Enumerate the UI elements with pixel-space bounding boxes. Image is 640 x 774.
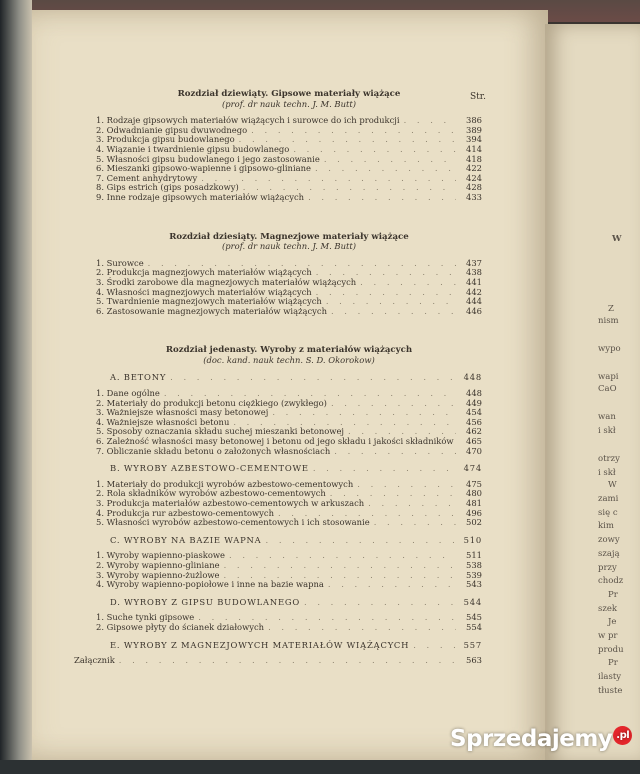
right-page-fragment: szek: [598, 604, 618, 614]
dot-leader: [268, 623, 456, 633]
right-page-fragment: Pr: [608, 658, 618, 668]
entry-page: 437: [466, 257, 482, 268]
entry-page: 511: [466, 550, 482, 561]
dot-leader: [272, 408, 456, 418]
entry-label: 4. Produkcja rur azbestowo-cementowych: [96, 507, 274, 518]
entry-page: 449: [466, 397, 482, 408]
entry-label: 4. Własności magnezjowych materiałów wiążących: [96, 286, 312, 297]
section-page: 557: [463, 639, 482, 650]
section-page: 448: [463, 372, 482, 383]
entry-label: 2. Wyroby wapienno-gliniane: [96, 559, 220, 570]
entry-page: 446: [466, 305, 482, 316]
entry-page: 386: [466, 115, 482, 126]
dot-leader: [413, 641, 456, 651]
section-heading: [110, 373, 482, 383]
entry-page: 554: [466, 621, 482, 632]
section-label: D. WYROBY Z GIPSU BUDOWLANEGO: [110, 596, 301, 607]
dot-leader: [308, 193, 456, 203]
bottom-edge: [0, 760, 640, 774]
watermark-logo: [450, 726, 632, 752]
chapter-author: (prof. dr nauk techn. J. M. Butt): [222, 98, 356, 109]
entry-page: 444: [466, 296, 482, 307]
dot-leader: [170, 373, 456, 383]
entry-page: 538: [466, 559, 482, 570]
chapter-author: (prof. dr nauk techn. J. M. Butt): [222, 241, 356, 252]
dot-leader: [229, 551, 456, 561]
entry-page: 475: [466, 478, 482, 489]
table-of-contents: [74, 89, 482, 666]
entry-label: 1. Materiały do produkcji wyrobów azbestowo-cementowych: [96, 478, 354, 489]
dot-leader: [304, 598, 456, 608]
entry-label: 8. Gips estrich (gips posadzkowy): [96, 182, 239, 193]
right-page: [545, 24, 640, 764]
right-page-fragment: otrzy: [598, 454, 620, 464]
section-label: B. WYROBY AZBESTOWO-CEMENTOWE: [110, 463, 309, 474]
right-page-fragment: tłuste: [598, 686, 623, 696]
right-page-fragment: wapi: [598, 372, 619, 382]
dot-leader: [266, 536, 456, 546]
entry-page: 389: [466, 124, 482, 135]
dot-leader: [313, 464, 456, 474]
entry-label: 3. Środki zarobowe dla magnezjowych materiałów wiążących: [96, 276, 357, 287]
chapter-title: Rozdział dziewiąty. Gipsowe materiały wiążące: [177, 89, 401, 99]
entry-page: 470: [466, 445, 482, 456]
toc-entry: [96, 518, 482, 528]
dot-leader: [357, 480, 456, 490]
right-page-fragment: Pr: [608, 590, 618, 600]
entry-label: 6. Zastosowanie magnezjowych materiałów wiążących: [96, 305, 327, 316]
entry-label: 7. Obliczanie składu betonu o założonych własnościach: [96, 445, 331, 456]
entry-page: 414: [466, 143, 482, 154]
right-page-fragment: i skł: [598, 468, 616, 478]
section-page: 474: [463, 463, 482, 474]
right-page-fragment: w pr: [598, 631, 618, 641]
entry-label: 1. Suche tynki gipsowe: [96, 612, 195, 623]
entry-label: 2. Gipsowe płyty do ścianek działowych: [96, 621, 265, 632]
chapter-title: Rozdział dziesiąty. Magnezjowe materiały wiążące: [169, 231, 409, 242]
right-page-fragment: i skł: [598, 426, 616, 436]
section-label: C. WYROBY NA BAZIE WAPNA: [110, 534, 262, 545]
dot-leader: [374, 518, 456, 528]
entry-page: 502: [466, 517, 482, 528]
section-heading: [110, 641, 482, 651]
entry-label: 5. Własności gipsu budowlanego i jego zastosowanie: [96, 153, 320, 164]
right-page-fragment: wan: [598, 412, 616, 422]
right-page-fragment: nism: [598, 316, 619, 326]
entry-label: 3. Ważniejsze własności masy betonowej: [96, 407, 269, 418]
entry-page: 462: [466, 426, 482, 437]
right-page-fragment: wypo: [598, 344, 621, 354]
dot-leader: [328, 580, 456, 590]
dot-leader: [326, 297, 456, 307]
entry-label: 2. Odwadnianie gipsu dwuwodnego: [96, 124, 248, 135]
entry-page: 422: [466, 163, 482, 174]
entry-page: 442: [466, 286, 482, 297]
entry-label: 2. Materiały do produkcji betonu ciężkiego (zwykłego): [96, 397, 327, 408]
entry-label: 7. Cement anhydrytowy: [96, 172, 198, 183]
right-page-fragment: szają: [598, 549, 620, 559]
dot-leader: [316, 288, 456, 298]
toc-entry: [96, 307, 482, 317]
right-page-fragment: kim: [598, 521, 614, 531]
section-heading: [110, 464, 482, 474]
right-page-fragment: chodz: [598, 576, 624, 586]
entry-label: 1. Surowce: [96, 257, 144, 268]
toc-entry: [96, 580, 482, 590]
section-label: E. WYROBY Z MAGNEZJOWYCH MATERIAŁÓW WIĄŻĄCYCH: [110, 639, 410, 650]
dot-leader: [224, 561, 456, 571]
book-cover-left: [0, 0, 32, 774]
dot-leader: [315, 164, 456, 174]
chapter-author: (doc. kand. nauk techn. S. D. Okorokow): [203, 354, 375, 365]
right-page-fragment: ilasty: [598, 672, 622, 682]
dot-leader: [360, 278, 456, 288]
chapter-gap: [96, 316, 482, 346]
entry-label: 1. Dane ogólne: [96, 388, 160, 399]
entry-label: 6. Mieszanki gipsowo-wapienne i gipsowo-gliniane: [96, 163, 311, 174]
section-heading: [110, 598, 482, 608]
entry-page: 394: [466, 134, 482, 145]
entry-label: 1. Rodzaje gipsowych materiałów wiążących i surowce do ich produkcji: [96, 115, 400, 126]
entry-page: 454: [466, 407, 482, 418]
entry-label: 3. Produkcja gipsu budowlanego: [96, 134, 235, 145]
entry-page: 563: [466, 655, 482, 666]
section-heading: [110, 536, 482, 546]
section-page: 544: [463, 596, 482, 607]
entry-label: 9. Inne rodzaje gipsowych materiałów wiążących: [96, 191, 305, 202]
entry-page: 424: [466, 172, 482, 183]
dot-leader: [331, 399, 456, 409]
entry-page: 433: [466, 191, 482, 202]
entry-page: 418: [466, 153, 482, 164]
entry-page: 428: [466, 182, 482, 193]
entry-page: 456: [466, 416, 482, 427]
watermark-suffix: .pl: [613, 726, 632, 745]
toc-entry: [96, 623, 482, 633]
entry-label: 1. Wyroby wapienno-piaskowe: [96, 550, 225, 561]
chapter-gap: [96, 203, 482, 233]
entry-page: 545: [466, 612, 482, 623]
right-page-fragment: przy: [598, 563, 617, 573]
entry-page: 465: [466, 436, 482, 447]
entry-label: 4. Wyroby wapienno-popiołowe i inne na bazie wapna: [96, 579, 324, 590]
dot-leader: [324, 155, 456, 165]
entry-label: 3. Wyroby wapienno-żużlowe: [96, 569, 220, 580]
entry-page: 543: [466, 579, 482, 590]
section-page: 510: [463, 534, 482, 545]
appendix-entry: [74, 656, 482, 666]
toc-entry: [96, 447, 482, 457]
section-label: A. BETONY: [110, 372, 167, 383]
toc-entry: [96, 193, 482, 203]
entry-page: 480: [466, 488, 482, 499]
entry-label: 2. Rola składników wyrobów azbestowo-cementowych: [96, 488, 326, 499]
entry-label: 5. Sposoby oznaczania składu suchej mieszanki betonowej: [96, 426, 345, 437]
right-page-fragment: Je: [608, 617, 617, 627]
entry-page: 441: [466, 276, 482, 287]
entry-page: 448: [466, 388, 482, 399]
entry-page: 438: [466, 267, 482, 278]
entry-label: 4. Wiązanie i twardnienie gipsu budowlanego: [96, 143, 290, 154]
watermark-text: Sprzedajemy: [450, 726, 613, 752]
entry-page: 539: [466, 569, 482, 580]
dot-leader: [251, 126, 456, 136]
entry-label: 5. Twardnienie magnezjowych materiałów wiążących: [96, 296, 322, 307]
entry-page: 481: [466, 498, 482, 508]
chapter-title: Rozdział jedenasty. Wyroby z materiałów wiążących: [165, 345, 413, 356]
right-page-fragment: W: [612, 234, 622, 244]
dot-leader: [119, 656, 456, 666]
entry-label: Załącznik: [74, 655, 115, 666]
entry-label: 5. Własności wyrobów azbestowo-cementowych i ich stosowanie: [96, 517, 370, 528]
right-page-fragment: zowy: [598, 535, 620, 545]
right-page-fragment: zami: [598, 494, 619, 504]
entry-label: 3. Produkcja materiałów azbestowo-cementowych w arkuszach: [96, 498, 365, 508]
right-page-fragment: W: [608, 480, 617, 490]
right-page-fragment: CaO: [598, 384, 617, 394]
dot-leader: [404, 116, 456, 126]
right-page-fragment: Z: [608, 304, 614, 314]
dot-leader: [331, 307, 456, 317]
dot-leader: [334, 447, 456, 457]
dot-leader: [201, 174, 456, 184]
entry-label: 2. Produkcja magnezjowych materiałów wiążących: [96, 267, 312, 278]
entry-label: 6. Zależność własności masy betonowej i betonu od jego składu i jakości składników: [96, 436, 454, 447]
page-column-header: Str.: [470, 92, 486, 102]
right-page-fragment: się c: [598, 508, 618, 518]
entry-label: 4. Ważniejsze własności betonu: [96, 416, 230, 427]
dot-leader: [368, 499, 456, 509]
right-page-fragment: produ: [598, 645, 624, 655]
entry-page: 496: [466, 507, 482, 518]
